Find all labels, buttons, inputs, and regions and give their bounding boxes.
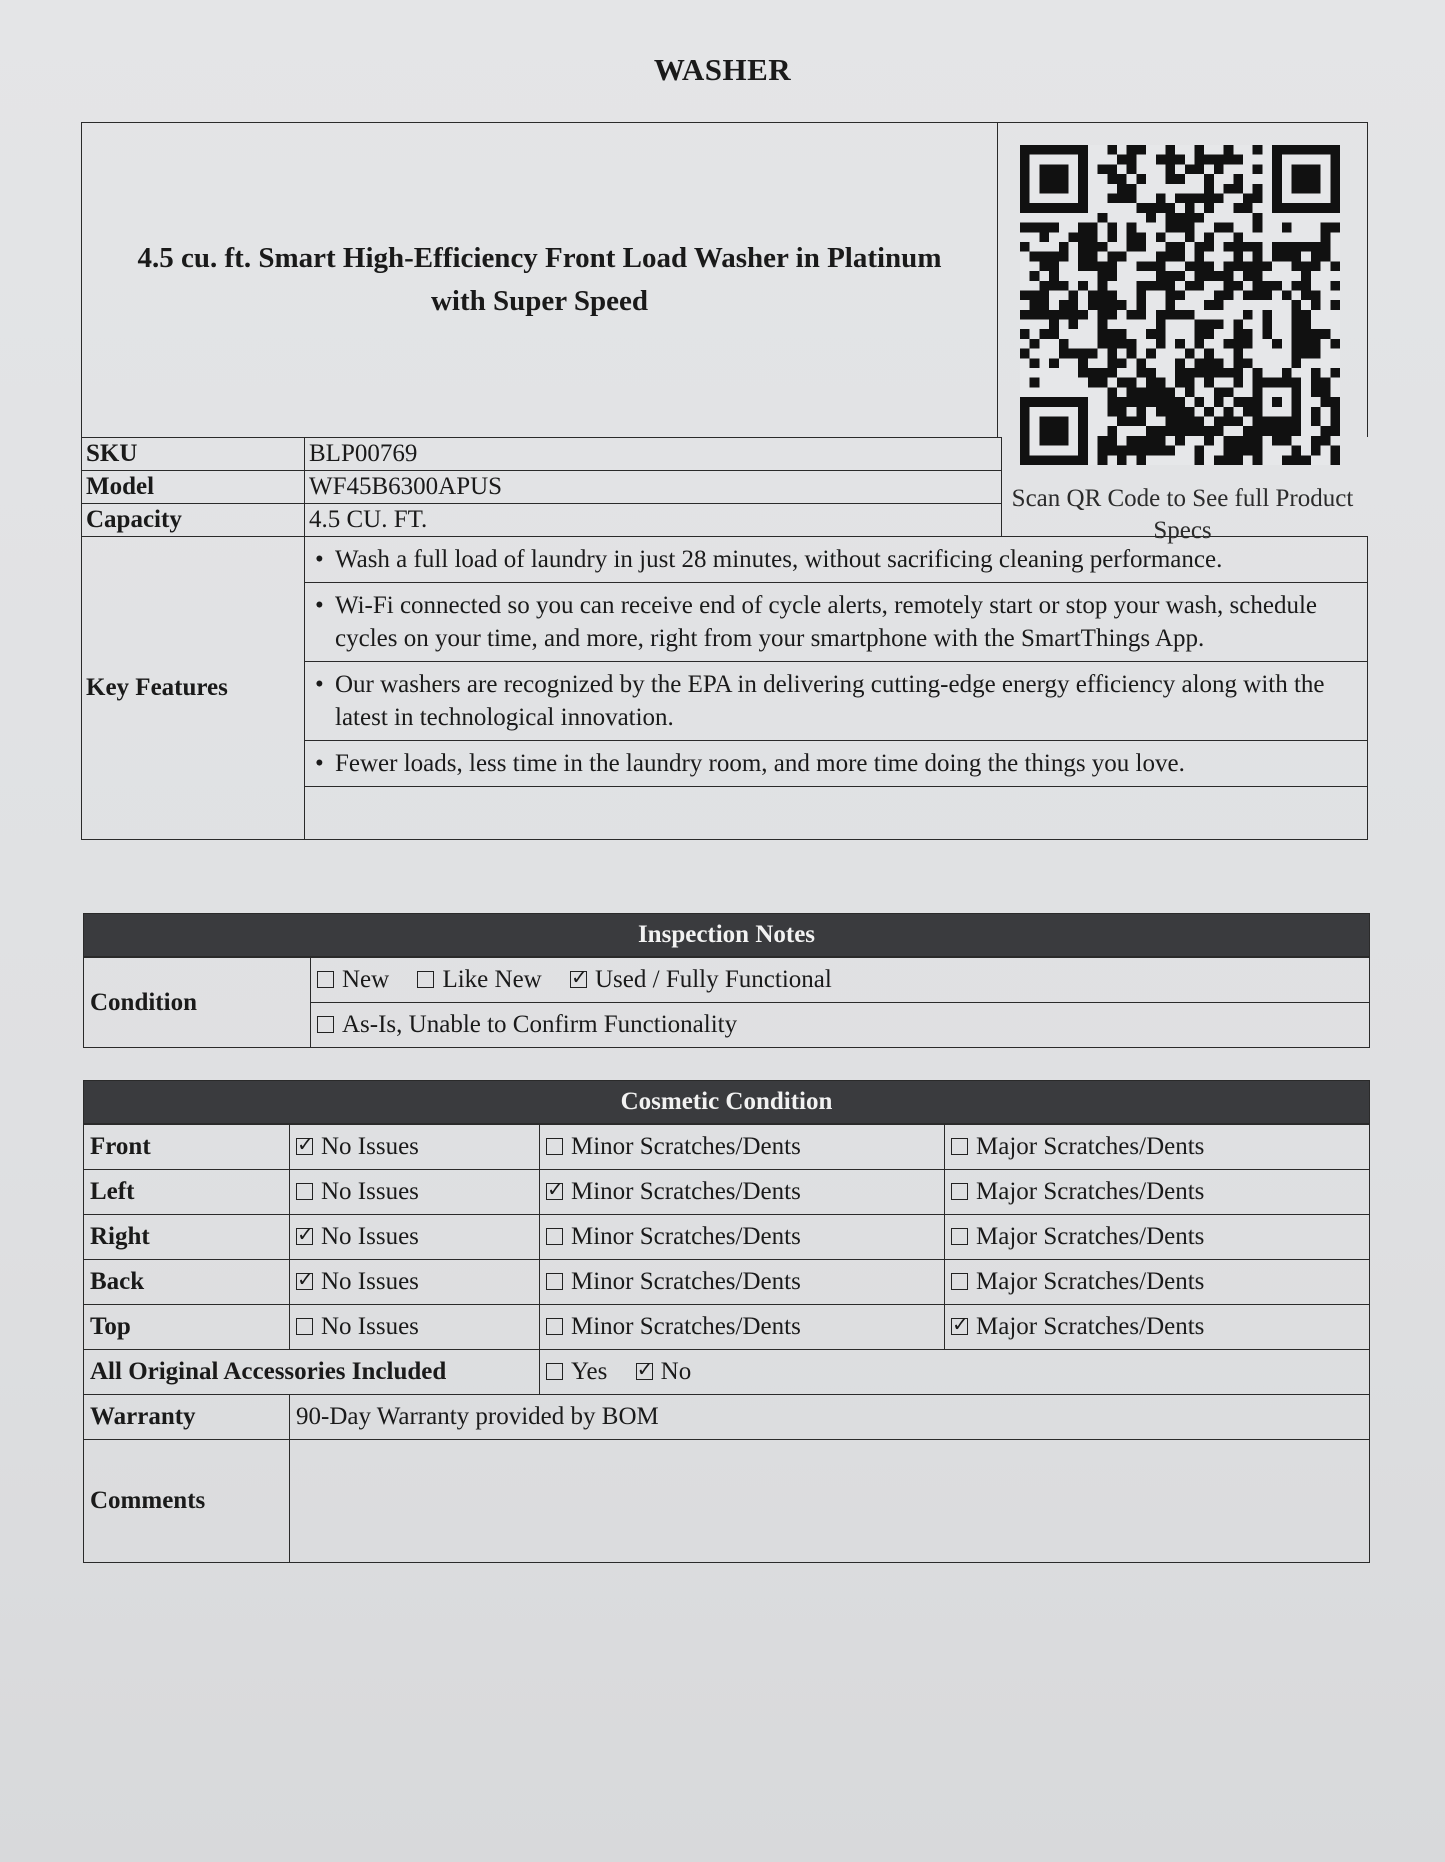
checkbox-like-new[interactable] [417,971,434,988]
cosmetic-option-cell[interactable] [945,1305,1370,1350]
cosmetic-option-cell[interactable] [540,1260,945,1305]
condition-used-option[interactable]: ✓ Used / Fully Functional [570,966,832,993]
cosmetic-option-cell[interactable] [945,1260,1370,1305]
product-block [81,122,1368,840]
checkbox[interactable] [296,1228,313,1245]
checkbox[interactable] [296,1183,313,1200]
qr-code-image[interactable] [1020,145,1340,465]
qr-caption: Scan QR Code to See full Product Specs [1011,485,1354,544]
capacity-label: Capacity [82,504,305,537]
checkbox-new[interactable] [317,971,334,988]
feature-item: • Our washers are recognized by the EPA in delivering cutting-edge energy efficiency along with the latest in technological innovation. [305,662,1367,741]
cosmetic-option-label: Minor Scratches/Dents [571,1268,801,1295]
condition-new-option[interactable]: New [317,966,389,993]
checkbox-used[interactable] [570,971,587,988]
comments-label: Comments [84,1440,290,1563]
cosmetic-row-label: Back [84,1260,290,1305]
sku-value: BLP00769 [305,438,1002,471]
accessories-label: All Original Accessories Included [84,1350,540,1395]
cosmetic-row-label: Top [84,1305,290,1350]
feature-item: • Wi-Fi connected so you can receive end of cycle alerts, remotely start or stop your wash, schedule cycles on your time, and more, right from your smartphone with the SmartThings App. [305,583,1367,662]
cosmetic-option-label: Minor Scratches/Dents [571,1178,801,1205]
feature-item: • Fewer loads, less time in the laundry room, and more time doing the things you love. [305,741,1367,787]
cosmetic-option-label: No Issues [321,1223,419,1250]
checkbox-accessories-yes[interactable] [546,1363,563,1380]
cosmetic-option-cell[interactable] [945,1215,1370,1260]
cosmetic-option-label: No Issues [321,1178,419,1205]
cosmetic-row [84,1170,1370,1215]
inspection-notes-section [83,913,1370,1048]
cosmetic-row-label: Right [84,1215,290,1260]
accessories-no-option[interactable]: ✓ No [636,1358,692,1385]
cosmetic-option-label: Major Scratches/Dents [976,1133,1205,1160]
cosmetic-row-label: Left [84,1170,290,1215]
cosmetic-option-cell[interactable] [945,1170,1370,1215]
accessories-options [540,1350,1370,1395]
document-title: WASHER [653,52,792,87]
cosmetic-option-label: No Issues [321,1313,419,1340]
model-value: WF45B6300APUS [305,471,1002,504]
cosmetic-option-cell[interactable] [290,1260,540,1305]
checkbox[interactable] [951,1273,968,1290]
cosmetic-row [84,1215,1370,1260]
condition-options-row-2 [311,1003,1370,1048]
key-features-label: Key Features [82,537,305,840]
accessories-yes-option[interactable]: Yes [546,1358,607,1385]
condition-options-row-1 [311,958,1370,1003]
cosmetic-option-label: Minor Scratches/Dents [571,1313,801,1340]
comments-field[interactable] [290,1440,1370,1563]
checkbox[interactable] [296,1138,313,1155]
condition-like-new-option[interactable]: Like New [417,966,541,993]
cosmetic-option-cell[interactable] [540,1125,945,1170]
checkbox[interactable] [546,1318,563,1335]
checkbox[interactable] [546,1273,563,1290]
cosmetic-option-label: Major Scratches/Dents [976,1268,1205,1295]
cosmetic-option-cell[interactable] [290,1125,540,1170]
cosmetic-option-cell[interactable] [290,1305,540,1350]
checkbox[interactable] [546,1138,563,1155]
condition-as-is-option[interactable]: As-Is, Unable to Confirm Functionality [317,1011,737,1038]
cosmetic-option-cell[interactable] [290,1170,540,1215]
cosmetic-table [83,1124,1370,1563]
inspection-notes-title: Inspection Notes [83,913,1370,957]
cosmetic-row-label: Front [84,1125,290,1170]
cosmetic-option-cell[interactable] [540,1170,945,1215]
checkbox-accessories-no[interactable] [636,1363,653,1380]
feature-item: • Wash a full load of laundry in just 28 minutes, without sacrificing cleaning performance. [305,537,1367,583]
checkbox-as-is[interactable] [317,1016,334,1033]
cosmetic-condition-section [83,1080,1370,1563]
cosmetic-row [84,1305,1370,1350]
product-name: 4.5 cu. ft. Smart High-Efficiency Front Load Washer in Platinum with Super Speed [82,123,998,437]
cosmetic-option-cell[interactable] [540,1215,945,1260]
condition-label: Condition [84,958,311,1048]
checkbox[interactable] [951,1138,968,1155]
feature-item-empty [305,787,1367,839]
checkbox[interactable] [951,1228,968,1245]
sku-label: SKU [82,438,305,471]
cosmetic-option-label: No Issues [321,1133,419,1160]
cosmetic-option-label: No Issues [321,1268,419,1295]
cosmetic-option-label: Major Scratches/Dents [976,1313,1205,1340]
cosmetic-option-cell[interactable] [290,1215,540,1260]
cosmetic-option-label: Minor Scratches/Dents [571,1223,801,1250]
cosmetic-option-cell[interactable] [540,1305,945,1350]
cosmetic-option-label: Major Scratches/Dents [976,1223,1205,1250]
cosmetic-condition-title: Cosmetic Condition [83,1080,1370,1124]
capacity-value: 4.5 CU. FT. [305,504,1002,537]
model-label: Model [82,471,305,504]
checkbox[interactable] [296,1273,313,1290]
cosmetic-option-cell[interactable] [945,1125,1370,1170]
warranty-label: Warranty [84,1395,290,1440]
cosmetic-option-label: Major Scratches/Dents [976,1178,1205,1205]
checkbox[interactable] [546,1183,563,1200]
cosmetic-row [84,1260,1370,1305]
qr-cell [998,123,1367,544]
key-features-list [305,537,1368,840]
cosmetic-row [84,1125,1370,1170]
inspection-table [83,957,1370,1048]
checkbox[interactable] [951,1318,968,1335]
warranty-value: 90-Day Warranty provided by BOM [290,1395,1370,1440]
checkbox[interactable] [546,1228,563,1245]
checkbox[interactable] [296,1318,313,1335]
checkbox[interactable] [951,1183,968,1200]
cosmetic-option-label: Minor Scratches/Dents [571,1133,801,1160]
